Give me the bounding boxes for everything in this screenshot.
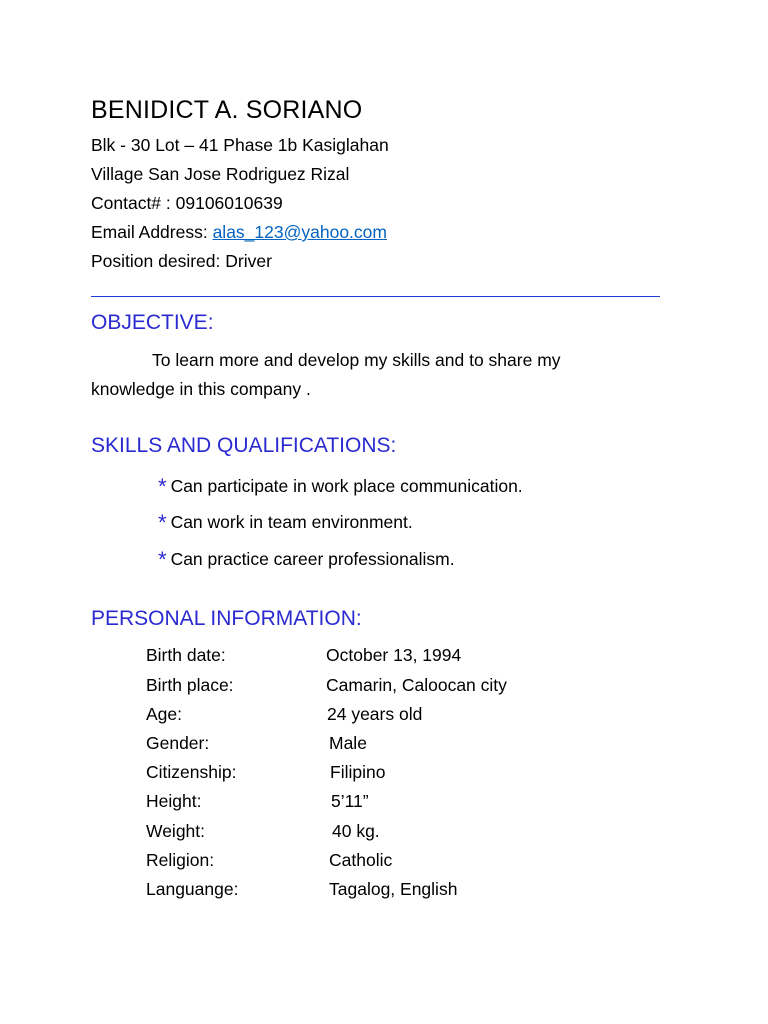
info-value-birth-date: October 13, 1994	[326, 645, 462, 665]
info-label-age: Age:	[146, 704, 182, 724]
skills-heading: SKILLS AND QUALIFICATIONS:	[91, 434, 397, 457]
info-value-gender: Male	[329, 733, 367, 753]
info-label-birth-date: Birth date:	[146, 645, 226, 665]
email-line	[91, 222, 387, 243]
bullet-star-icon: *	[158, 510, 167, 535]
info-label-religion: Religion:	[146, 850, 215, 870]
address-line-2: Village San Jose Rodriguez Rizal	[91, 164, 350, 184]
objective-text: To learn more and develop my skills and to share my knowledge in this company .	[91, 350, 561, 399]
applicant-name: BENIDICT A. SORIANO	[91, 96, 363, 124]
info-label-weight: Weight:	[146, 821, 206, 841]
contact-number: Contact# : 09106010639	[91, 193, 283, 213]
info-value-age: 24 years old	[327, 704, 423, 724]
skill-item	[158, 508, 413, 534]
info-value-weight: 40 kg.	[332, 821, 380, 841]
skill-item	[158, 472, 523, 498]
objective-heading: OBJECTIVE:	[91, 311, 214, 334]
skill-text: Can practice career professionalism.	[170, 549, 455, 569]
info-value-religion: Catholic	[329, 850, 393, 870]
info-label-birth-place: Birth place:	[146, 675, 234, 695]
bullet-star-icon: *	[158, 547, 167, 572]
skill-item	[158, 545, 455, 571]
section-divider	[91, 296, 660, 297]
personal-info-heading: PERSONAL INFORMATION:	[91, 607, 362, 630]
info-value-height: 5’11”	[331, 791, 369, 811]
info-label-citizenship: Citizenship:	[146, 762, 237, 782]
info-label-gender: Gender:	[146, 733, 210, 753]
email-link[interactable]: alas_123@yahoo.com	[212, 222, 387, 242]
email-label: Email Address:	[91, 222, 213, 242]
bullet-star-icon: *	[158, 474, 167, 499]
skill-text: Can work in team environment.	[170, 512, 413, 532]
position-desired: Position desired: Driver	[91, 251, 272, 271]
info-label-height: Height:	[146, 791, 202, 811]
info-value-birth-place: Camarin, Caloocan city	[326, 675, 507, 695]
skill-text: Can participate in work place communication.	[170, 476, 523, 496]
info-label-language: Languange:	[146, 879, 239, 899]
address-line-1: Blk - 30 Lot – 41 Phase 1b Kasiglahan	[91, 135, 389, 155]
info-value-language: Tagalog, English	[329, 879, 458, 899]
info-value-citizenship: Filipino	[330, 762, 386, 782]
